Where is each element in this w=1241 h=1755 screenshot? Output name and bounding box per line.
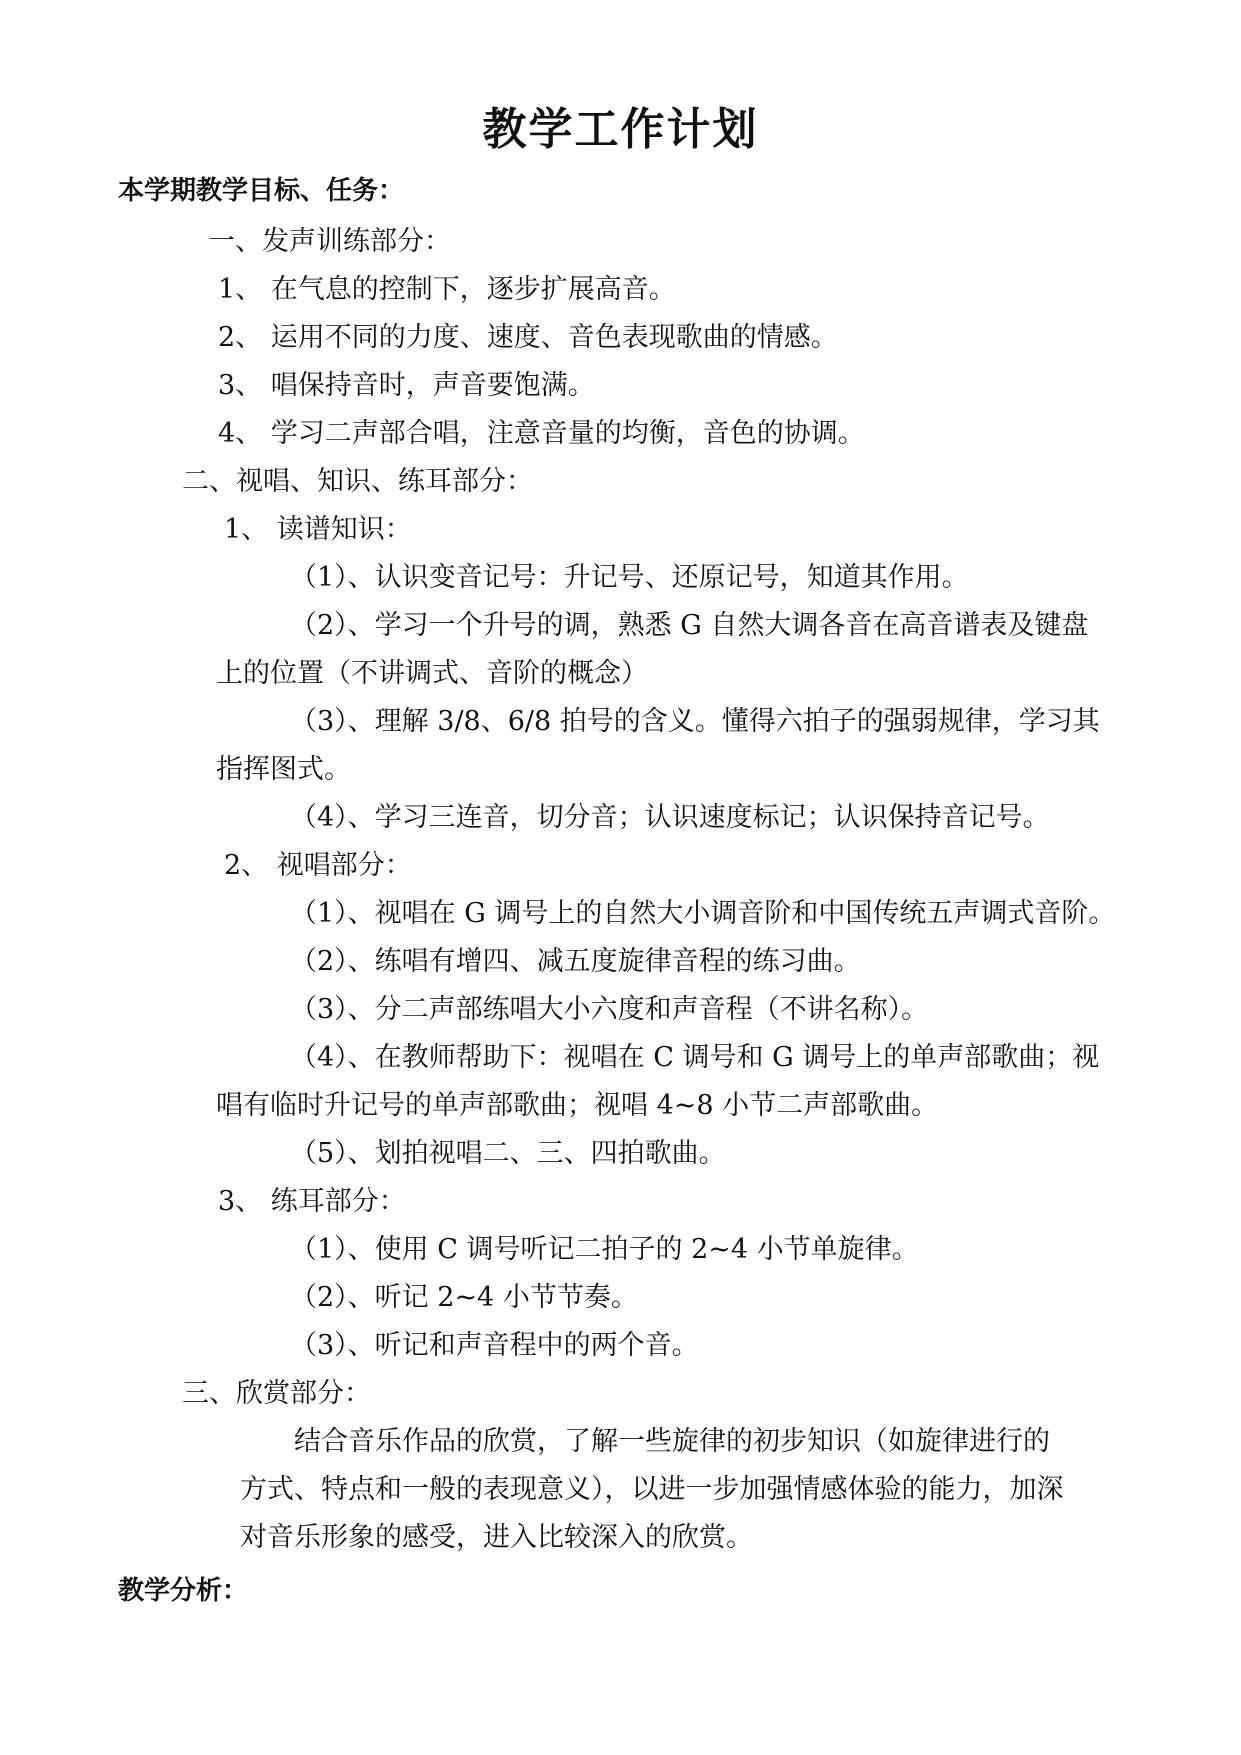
section-2-sub-1-para-4: （4）、学习三连音，切分音；认识速度标记；认识保持音记号。 [290,802,1050,833]
section-2-sub-2-para-1: （1）、视唱在 G 调号上的自然大小调音阶和中国传统五声调式音阶。 [290,898,1116,929]
goals-heading: 本学期教学目标、任务： [118,176,405,206]
section-2-sub-2-para-4b: 唱有临时升记号的单声部歌曲；视唱 4~8 小节二声部歌曲。 [216,1090,939,1121]
section-1-item-1: 1、 在气息的控制下，逐步扩展高音。 [218,274,676,305]
section-1-item-4: 4、 学习二声部合唱，注意音量的均衡，音色的协调。 [218,418,865,449]
section-2-sub-1-para-2a: （2）、学习一个升号的调，熟悉 G 自然大调各音在高音谱表及键盘 [290,610,1089,641]
section-2-sub-1-para-1: （1）、认识变音记号：升记号、还原记号，知道其作用。 [290,562,969,593]
section-2-sub-2-para-2: （2）、练唱有增四、减五度旋律音程的练习曲。 [290,946,861,977]
section-1-item-3: 3、 唱保持音时，声音要饱满。 [218,370,595,401]
section-2-sub-3-para-2: （2）、听记 2~4 小节节奏。 [290,1282,638,1313]
section-3-line-3: 对音乐形象的感受，进入比较深入的欣赏。 [240,1522,753,1553]
section-1-item-2: 2、 运用不同的力度、速度、音色表现歌曲的情感。 [218,322,838,353]
section-2-sub-3-para-1: （1）、使用 C 调号听记二拍子的 2~4 小节单旋律。 [290,1234,919,1265]
section-2-heading: 二、视唱、知识、练耳部分： [182,466,533,497]
section-2-sub-1-para-3b: 指挥图式。 [216,754,351,785]
section-2-sub-3-para-3: （3）、听记和声音程中的两个音。 [290,1330,699,1361]
section-3-heading: 三、欣赏部分： [182,1378,371,1409]
section-3-line-1: 结合音乐作品的欣赏，了解一些旋律的初步知识（如旋律进行的 [294,1426,1050,1457]
section-2-sub-3-heading: 3、 练耳部分： [218,1186,406,1217]
section-1-heading: 一、发声训练部分： [208,226,451,257]
section-3-line-2: 方式、特点和一般的表现意义），以进一步加强情感体验的能力，加深 [240,1474,1064,1505]
section-2-sub-1-heading: 1、 读谱知识： [224,514,412,545]
analysis-heading: 教学分析： [118,1576,249,1606]
section-2-sub-2-heading: 2、 视唱部分： [224,850,412,881]
section-2-sub-1-para-2b: 上的位置（不讲调式、音阶的概念） [216,658,648,689]
section-2-sub-2-para-4a: （4）、在教师帮助下：视唱在 C 调号和 G 调号上的单声部歌曲；视 [290,1042,1100,1073]
section-2-sub-2-para-3: （3）、分二声部练唱大小六度和声音程（不讲名称）。 [290,994,929,1025]
page-title: 教学工作计划 [482,104,759,155]
section-2-sub-2-para-5: （5）、划拍视唱二、三、四拍歌曲。 [290,1138,726,1169]
section-2-sub-1-para-3a: （3）、理解 3/8、6/8 拍号的含义。懂得六拍子的强弱规律，学习其 [290,706,1100,737]
